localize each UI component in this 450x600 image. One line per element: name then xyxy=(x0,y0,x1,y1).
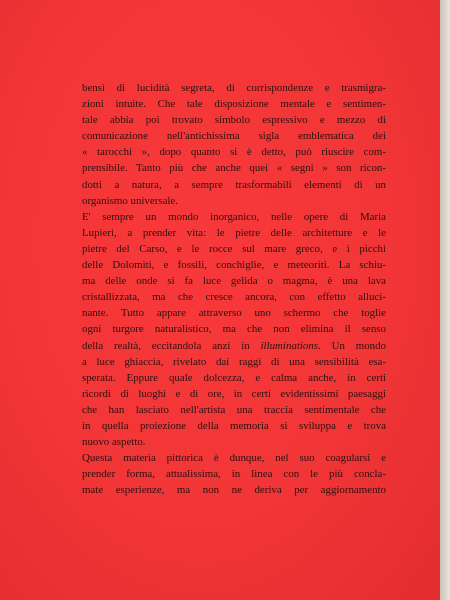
text-line: cristallizzata, ma che cresce ancora, con effetto alluci- xyxy=(82,291,386,304)
text-line-with-italic xyxy=(82,338,386,354)
paragraph-1 xyxy=(82,80,386,209)
text-line: E' sempre un mondo inorganico, nelle opere di Maria xyxy=(82,210,386,223)
text-line: che han lasciato nell'artista una traccia sentimentale che xyxy=(82,403,386,416)
text-line: prender forma, attualissima, in linea con le più concla- xyxy=(82,468,386,481)
text-segment: della realtà, eccitandola anzi in xyxy=(82,339,261,352)
text-line: delle Dolomiti, e fossili, conchiglie, e meteoriti. La schiu- xyxy=(82,259,386,272)
body-text xyxy=(82,80,386,498)
text-line: ma delle onde si fa luce gelida o magma, è una lava xyxy=(82,275,386,288)
text-line: Lupieri, a prender vita: le pietre delle architetture e le xyxy=(82,226,386,239)
text-line: « tarocchi », dopo quanto si è detto, può riuscire com- xyxy=(82,146,386,159)
text-line: prensibile. Tanto più che anche quei « segni » son ricon- xyxy=(82,162,386,175)
text-line: dotti a natura, a sempre trasformabili elementi di un xyxy=(82,178,386,191)
text-line: mate esperienze, ma non ne deriva per aggiornamento xyxy=(82,484,386,497)
text-line: ogni turgore naturalistico, ma che non elimina il senso xyxy=(82,323,386,336)
text-line: tale abbia poi trovato simbolo espressivo e mezzo di xyxy=(82,114,386,127)
text-line: Questa materia pittorica è dunque, nel suo coagularsi e xyxy=(82,452,386,465)
paragraph-3 xyxy=(82,450,386,498)
text-line: in quella proiezione della memoria si sviluppa e trova xyxy=(82,419,386,432)
text-line: ricordi di luoghi e di ore, in certi evidentissimi paesaggi xyxy=(82,387,386,400)
italic-term: illuminations xyxy=(260,339,319,352)
text-line: sperata. Eppure quale dolcezza, e calma anche, in certi xyxy=(82,371,386,384)
text-line: nante. Tutto appare attraverso uno schermo che toglie xyxy=(82,307,386,320)
paragraph-2 xyxy=(82,209,386,450)
text-line: organismo universale. xyxy=(82,194,178,207)
page-edge xyxy=(440,0,450,600)
text-line: pietre del Carso, e le rocce sul mare greco, e i picchi xyxy=(82,242,386,255)
text-segment: . Un mondo xyxy=(318,339,386,352)
text-line: nuovo aspetto. xyxy=(82,436,146,449)
text-line: comunicazione nell'antichissima sigla emblematica dei xyxy=(82,130,386,143)
text-line: bensì di lucidità segreta, di corrispondenze e trasmigra- xyxy=(82,82,386,94)
text-line: zioni intuite. Che tale disposizione mentale e sentimen- xyxy=(82,98,386,111)
text-line: a luce ghiaccia, rivelato dai raggi di una sensibilità esa- xyxy=(82,355,386,368)
